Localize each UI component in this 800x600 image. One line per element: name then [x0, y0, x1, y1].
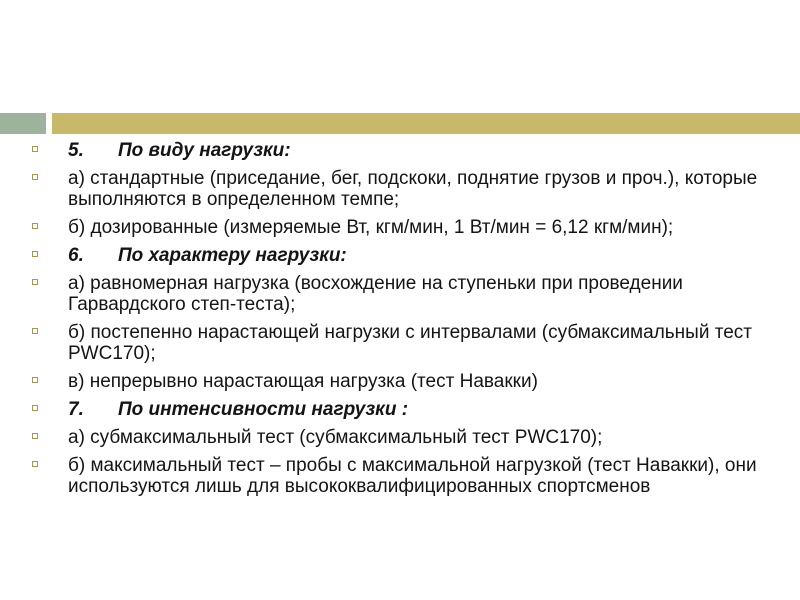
list-item-text: б) дозированные (измеряемые Вт, кгм/мин, 1 Вт/мин = 6,12 кгм/мин);	[68, 217, 674, 238]
square-bullet-icon	[32, 377, 38, 383]
list-item-text: а) стандартные (приседание, бег, подскоки, поднятие грузов и проч.), которые выполняются в определенном темпе;	[68, 168, 758, 210]
list-item	[30, 273, 760, 315]
square-bullet-icon	[32, 461, 38, 467]
list-item	[30, 217, 760, 238]
section-heading: По интенсивности нагрузки :	[118, 399, 409, 420]
list-item	[30, 168, 760, 210]
square-bullet-icon	[32, 223, 38, 229]
list-item	[30, 371, 760, 392]
list-item-text: в) непрерывно нарастающая нагрузка (тест Навакки)	[68, 371, 538, 392]
list-item	[30, 427, 760, 448]
section-number: 6.	[68, 245, 84, 266]
square-bullet-icon	[32, 405, 38, 411]
section-heading: По виду нагрузки:	[118, 140, 291, 161]
square-bullet-icon	[32, 251, 38, 257]
square-bullet-icon	[32, 433, 38, 439]
section-heading: По характеру нагрузки:	[118, 245, 347, 266]
square-bullet-icon	[32, 174, 38, 180]
square-bullet-icon	[32, 328, 38, 334]
decorative-stripe-right	[52, 113, 800, 134]
list-item	[30, 455, 760, 497]
square-bullet-icon	[32, 146, 38, 152]
list-item-heading-7	[30, 399, 760, 420]
decorative-stripe-left	[0, 113, 46, 134]
list-item-heading-6	[30, 245, 760, 266]
list-item-heading-5	[30, 140, 760, 161]
list-item-text: а) равномерная нагрузка (восхождение на ступеньки при проведении Гарвардского степ-теста);	[68, 273, 683, 315]
list-item-text: б) постепенно нарастающей нагрузки с интервалами (субмаксимальный тест PWC170);	[68, 322, 752, 364]
list-item	[30, 322, 760, 364]
section-number: 5.	[68, 140, 84, 161]
section-number: 7.	[68, 399, 84, 420]
list-item-text: б) максимальный тест – пробы с максимальной нагрузкой (тест Навакки), они используются лишь для высококвалифицированных спортсменов	[68, 455, 757, 497]
bullet-list	[30, 140, 760, 504]
square-bullet-icon	[32, 279, 38, 285]
list-item-text: а) субмаксимальный тест (субмаксимальный тест PWC170);	[68, 427, 603, 448]
